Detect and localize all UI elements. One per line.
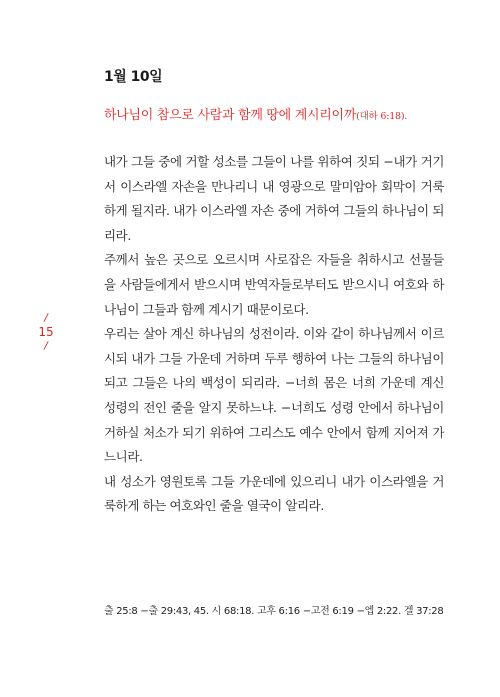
body-paragraph: 내 성소가 영원토록 그들 가운데에 있으리니 내가 이스라엘을 거룩하게 하는 여호와인 줄을 열국이 알리라. [104, 473, 444, 514]
page-number: 15 [38, 325, 54, 339]
date-heading: 1월 10일 [104, 69, 163, 85]
key-verse [104, 104, 444, 123]
body-paragraph: 주께서 높은 곳으로 오르시며 사로잡은 자들을 취하시고 선물들을 사람들에게서 받으시며 반역자들로부터도 받으시니 여호와 하나님이 그들과 함께 계시기 때문이로다. [104, 252, 444, 317]
body-paragraph: 내가 그들 중에 거할 성소를 그들이 나를 위하여 짓되 −내가 거기서 이스라엘 자손을 만나리니 내 영광으로 말미암아 회막이 거룩하게 될지라. 내가 이스라엘 자손 중에 거하여 그들의 하나님이 되리라. [104, 154, 444, 243]
body-paragraph: 우리는 살아 계신 하나님의 성전이라. 이와 같이 하나님께서 이르시되 내가 그들 가운데 거하며 두루 행하여 나는 그들의 하나님이 되고 그들은 나의 백성이 되리라. −너희 몸은 너희 가운데 계신 성령의 전인 줄을 알지 못하느냐. −너희도 성령 안에서 하나님이 거하실 처소가 되기 위하여 그리스도 예수 안에서 함께 지어져 가느니라. [104, 326, 444, 465]
devotional-body [104, 150, 444, 519]
key-verse-reference: (대하 6:18). [356, 111, 408, 122]
page-marker-slash-top: / [43, 310, 50, 325]
key-verse-text: 하나님이 참으로 사람과 함께 땅에 계시리이까 [104, 108, 357, 123]
page-number-marker [36, 312, 56, 352]
page-marker-slash-bottom: / [43, 338, 50, 353]
scripture-references: 출 25:8 −출 29:43, 45. 시 68:18. 고후 6:16 −고전 6:19 −엡 2:22. 겔 37:28 [104, 606, 444, 617]
